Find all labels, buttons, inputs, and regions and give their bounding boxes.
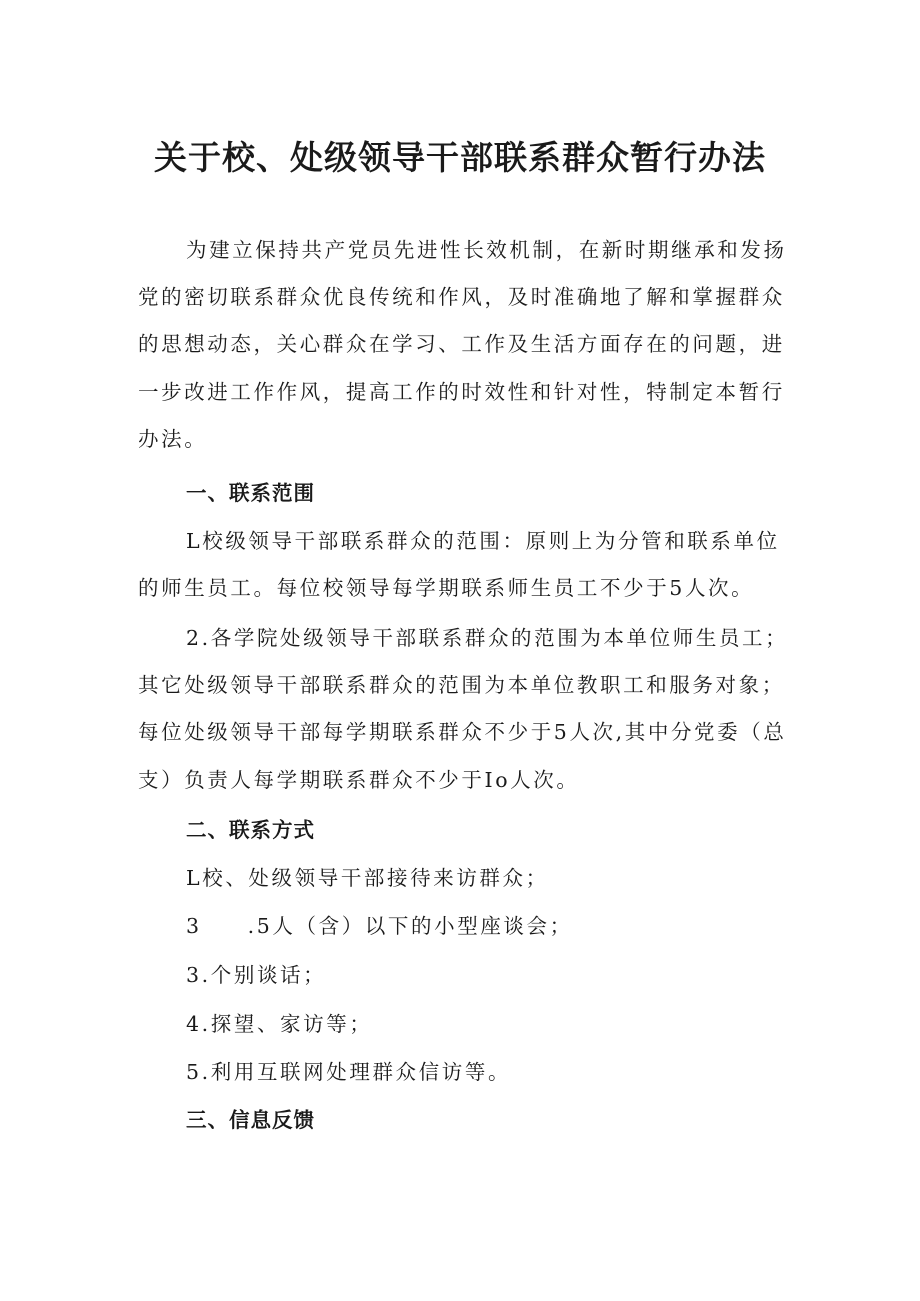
method-item-number: 3 [186,914,202,938]
section-heading-feedback: 三、信息反馈 [186,1108,315,1132]
scope-item-2-line: 每位处级领导干部每学期联系群众不少于5人次,其中分党委（总 [138,720,787,744]
section-heading-method: 二、联系方式 [186,818,315,842]
intro-line: 的思想动态，关心群众在学习、工作及生活方面存在的问题，进 [138,332,785,356]
scope-item-2-line: 2.各学院处级领导干部联系群众的范围为本单位师生员工； [186,626,789,650]
scope-item-2-line: 支）负责人每学期联系群众不少于Io人次。 [138,768,580,792]
intro-line: 办法。 [138,427,208,451]
method-item: 5.利用互联网处理群众信访等。 [186,1060,512,1084]
section-heading-scope: 一、联系范围 [186,481,315,505]
intro-line: 一步改进工作作风，提高工作的时效性和针对性，特制定本暂行 [138,380,785,404]
method-item-text: .5人（含）以下的小型座谈会； [247,914,573,938]
document-title: 关于校、处级领导干部联系群众暂行办法 [154,138,766,177]
intro-line: 为建立保持共产党员先进性长效机制，在新时期继承和发扬 [186,238,787,262]
scope-item-2-line: 其它处级领导干部联系群众的范围为本单位教职工和服务对象； [138,673,785,697]
scope-item-1-line: L校级领导干部联系群众的范围：原则上为分管和联系单位 [186,529,780,553]
method-item: 4.探望、家访等； [186,1012,373,1036]
intro-line: 党的密切联系群众优良传统和作风，及时准确地了解和掌握群众 [138,285,785,309]
method-item: 3.个别谈话； [186,963,327,987]
method-item [186,910,573,942]
method-item: L校、处级领导干部接待来访群众； [186,866,549,890]
scope-item-1-line: 的师生员工。每位校领导每学期联系师生员工不少于5人次。 [138,576,755,600]
